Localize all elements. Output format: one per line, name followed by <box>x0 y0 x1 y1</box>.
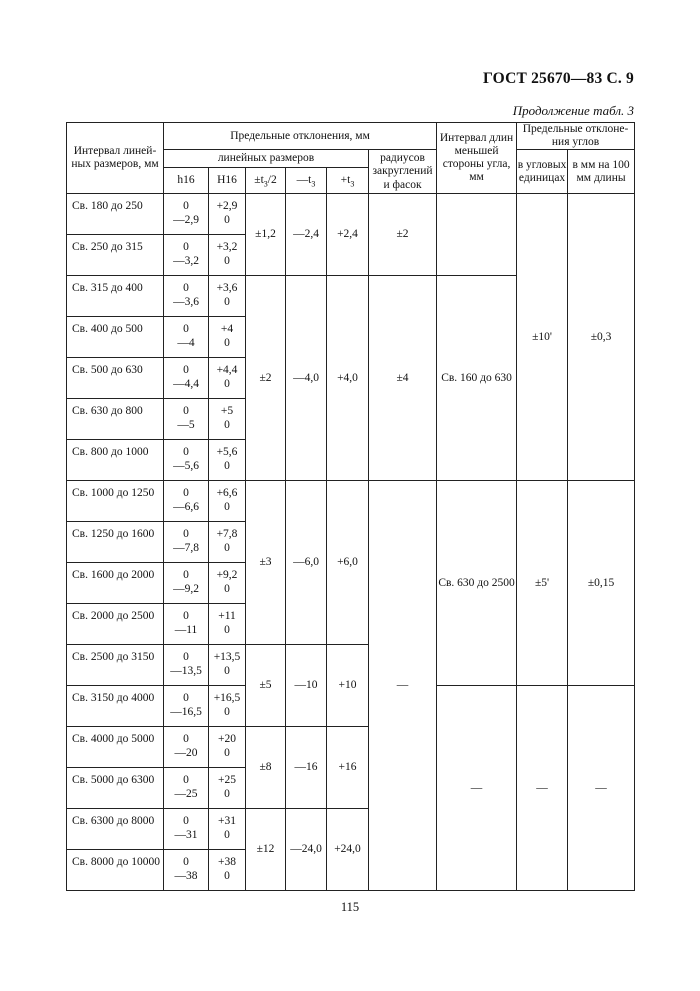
H16-deviation-cell-line: +13,5 <box>213 651 241 664</box>
h16-deviation-cell <box>164 563 209 604</box>
size-range-cell: Св. 4000 до 5000 <box>67 727 164 768</box>
size-range-cell: Св. 630 до 800 <box>67 399 164 440</box>
H16-deviation-cell-line: +6,6 <box>216 487 238 500</box>
H16-deviation-cell <box>209 194 246 235</box>
h16-deviation-cell-line: —7,8 <box>173 542 199 555</box>
size-range-cell: Св. 5000 до 6300 <box>67 768 164 809</box>
H16-deviation-cell-line: +25 <box>218 774 236 787</box>
h16-deviation-cell-line: —20 <box>174 747 198 760</box>
H16-deviation-cell-line: 0 <box>224 419 230 432</box>
H16-deviation-cell-line: 0 <box>224 296 230 309</box>
h16-deviation-cell-line: 0 <box>183 405 189 418</box>
size-range-cell: Св. 1600 до 2000 <box>67 563 164 604</box>
H16-deviation-cell <box>209 440 246 481</box>
h16-deviation-cell-line: —3,6 <box>173 296 199 309</box>
h16-deviation-cell <box>164 686 209 727</box>
H16-deviation-cell-line: 0 <box>224 337 230 350</box>
H16-deviation-cell <box>209 522 246 563</box>
angle-units-cell: ±10' <box>517 194 568 481</box>
size-range-cell: Св. 800 до 1000 <box>67 440 164 481</box>
h16-deviation-cell-line: 0 <box>183 692 189 705</box>
plus-t3-cell: +4,0 <box>327 276 369 481</box>
h16-deviation-cell-line: 0 <box>183 733 189 746</box>
size-range-cell: Св. 2500 до 3150 <box>67 645 164 686</box>
H16-deviation-cell-line: 0 <box>224 788 230 801</box>
h16-deviation-cell <box>164 809 209 850</box>
h16-deviation-cell-line: 0 <box>183 610 189 623</box>
H16-deviation-cell-line: 0 <box>224 870 230 883</box>
header-linear-sizes: линейных размеров <box>164 150 369 168</box>
h16-deviation-cell <box>164 850 209 891</box>
size-range-cell: Св. 500 до 630 <box>67 358 164 399</box>
H16-deviation-cell <box>209 235 246 276</box>
H16-deviation-cell-line: 0 <box>224 829 230 842</box>
H16-deviation-cell-line: +4,4 <box>216 364 238 377</box>
H16-deviation-cell-line: 0 <box>224 460 230 473</box>
plus-t3-cell: +16 <box>327 727 369 809</box>
page-number: 115 <box>340 900 360 914</box>
size-range-cell: Св. 1250 до 1600 <box>67 522 164 563</box>
header-t3-half: $\pm t_3/2$ <box>246 168 286 194</box>
plus-t3-cell: +6,0 <box>327 481 369 645</box>
H16-deviation-cell-line: 0 <box>224 255 230 268</box>
h16-deviation-cell-line: 0 <box>183 241 189 254</box>
h16-deviation-cell <box>164 358 209 399</box>
h16-deviation-cell <box>164 440 209 481</box>
H16-deviation-cell <box>209 686 246 727</box>
h16-deviation-cell-line: —5 <box>177 419 195 432</box>
t3-half-cell: ±8 <box>246 727 286 809</box>
H16-deviation-cell-line: 0 <box>224 501 230 514</box>
H16-deviation-cell-line: +2,9 <box>216 200 238 213</box>
h16-deviation-cell <box>164 481 209 522</box>
H16-deviation-cell-line: 0 <box>224 583 230 596</box>
size-range-cell: Св. 250 до 315 <box>67 235 164 276</box>
H16-deviation-cell <box>209 399 246 440</box>
H16-deviation-cell <box>209 604 246 645</box>
h16-deviation-cell <box>164 194 209 235</box>
h16-deviation-cell-line: 0 <box>183 487 189 500</box>
h16-deviation-cell <box>164 235 209 276</box>
H16-deviation-cell-line: 0 <box>224 665 230 678</box>
minus-t3-cell: —24,0 <box>286 809 327 891</box>
H16-deviation-cell <box>209 317 246 358</box>
table-body <box>67 194 635 891</box>
t3-half-cell: ±1,2 <box>246 194 286 276</box>
h16-deviation-cell-line: 0 <box>183 528 189 541</box>
minus-t3-cell: —6,0 <box>286 481 327 645</box>
angle-mm-cell: ±0,3 <box>568 194 635 481</box>
h16-deviation-cell-line: —4 <box>177 337 195 350</box>
h16-deviation-cell-line: 0 <box>183 856 189 869</box>
H16-deviation-cell <box>209 809 246 850</box>
h16-deviation-cell-line: —5,6 <box>173 460 199 473</box>
H16-deviation-cell-line: +5,6 <box>216 446 238 459</box>
h16-deviation-cell-line: 0 <box>183 364 189 377</box>
header-angle-deviations: Предельные отклоне-ния углов <box>517 123 635 150</box>
side-interval-cell <box>437 194 517 276</box>
size-range-cell: Св. 6300 до 8000 <box>67 809 164 850</box>
radii-deviation-cell: ±4 <box>369 276 437 481</box>
H16-deviation-cell-line: 0 <box>224 706 230 719</box>
document-header: ГОСТ 25670—83 С. 9 <box>482 70 634 87</box>
h16-deviation-cell-line: —25 <box>174 788 198 801</box>
t3-half-cell: ±2 <box>246 276 286 481</box>
H16-deviation-cell-line: +7,8 <box>216 528 238 541</box>
H16-deviation-cell <box>209 850 246 891</box>
size-range-cell: Св. 1000 до 1250 <box>67 481 164 522</box>
header-h16: h16 <box>164 168 209 194</box>
minus-t3-cell: —10 <box>286 645 327 727</box>
h16-deviation-cell-line: —3,2 <box>173 255 199 268</box>
H16-deviation-cell <box>209 481 246 522</box>
plus-t3-cell: +24,0 <box>327 809 369 891</box>
h16-deviation-cell-line: —9,2 <box>173 583 199 596</box>
h16-deviation-cell-line: —38 <box>174 870 198 883</box>
header-mm-per-100: в мм на 100 мм длины <box>568 150 635 194</box>
size-range-cell: Св. 315 до 400 <box>67 276 164 317</box>
H16-deviation-cell <box>209 727 246 768</box>
side-interval-cell: Св. 160 до 630 <box>437 276 517 481</box>
H16-deviation-cell-line: +9,2 <box>216 569 238 582</box>
H16-deviation-cell-line: 0 <box>224 747 230 760</box>
h16-deviation-cell <box>164 276 209 317</box>
H16-deviation-cell-line: 0 <box>224 214 230 227</box>
table-continuation-label: Продолжение табл. 3 <box>512 103 634 118</box>
table-row <box>67 194 635 235</box>
t3-half-cell: ±12 <box>246 809 286 891</box>
h16-deviation-cell <box>164 645 209 686</box>
h16-deviation-cell <box>164 727 209 768</box>
side-interval-cell: Св. 630 до 2500 <box>437 481 517 686</box>
size-range-cell: Св. 2000 до 2500 <box>67 604 164 645</box>
H16-deviation-cell <box>209 645 246 686</box>
H16-deviation-cell-line: +31 <box>218 815 236 828</box>
H16-deviation-cell-line: 0 <box>224 624 230 637</box>
H16-deviation-cell-line: +20 <box>218 733 236 746</box>
h16-deviation-cell <box>164 399 209 440</box>
H16-deviation-cell-line: +38 <box>218 856 236 869</box>
tolerance-table <box>66 122 635 891</box>
H16-deviation-cell-line: 0 <box>224 378 230 391</box>
plus-t3-cell: +2,4 <box>327 194 369 276</box>
h16-deviation-cell-line: 0 <box>183 282 189 295</box>
h16-deviation-cell-line: —31 <box>174 829 198 842</box>
angle-mm-cell: ±0,15 <box>568 481 635 686</box>
h16-deviation-cell-line: 0 <box>183 200 189 213</box>
size-range-cell: Св. 8000 до 10000 <box>67 850 164 891</box>
h16-deviation-cell-line: 0 <box>183 569 189 582</box>
radii-deviation-cell: ±2 <box>369 194 437 276</box>
size-range-cell: Св. 180 до 250 <box>67 194 164 235</box>
minus-t3-cell: —4,0 <box>286 276 327 481</box>
h16-deviation-cell-line: —2,9 <box>173 214 199 227</box>
h16-deviation-cell-line: —6,6 <box>173 501 199 514</box>
header-minus-t3: $—t_3$ <box>286 168 327 194</box>
header-H16: H16 <box>209 168 246 194</box>
h16-deviation-cell-line: 0 <box>183 323 189 336</box>
h16-deviation-cell-line: —16,5 <box>170 706 202 719</box>
h16-deviation-cell-line: 0 <box>183 446 189 459</box>
h16-deviation-cell-line: 0 <box>183 774 189 787</box>
header-plus-t3: $+t_3$ <box>327 168 369 194</box>
H16-deviation-cell <box>209 768 246 809</box>
table-row <box>67 481 635 522</box>
H16-deviation-cell <box>209 276 246 317</box>
H16-deviation-cell-line: +11 <box>218 610 236 623</box>
H16-deviation-cell-line: 0 <box>224 542 230 555</box>
radii-deviation-cell: — <box>369 481 437 891</box>
t3-half-cell: ±5 <box>246 645 286 727</box>
t3-half-cell: ±3 <box>246 481 286 645</box>
H16-deviation-cell-line: +4 <box>220 323 234 336</box>
h16-deviation-cell-line: 0 <box>183 651 189 664</box>
angle-units-cell: ±5' <box>517 481 568 686</box>
header-side-interval: Интервал длин меньшей стороны угла, мм <box>437 123 517 194</box>
header-angular-units: в угловых единицах <box>517 150 568 194</box>
h16-deviation-cell-line: 0 <box>183 815 189 828</box>
angle-units-cell: — <box>517 686 568 891</box>
side-interval-cell: — <box>437 686 517 891</box>
plus-t3-cell: +10 <box>327 645 369 727</box>
minus-t3-cell: —16 <box>286 727 327 809</box>
H16-deviation-cell <box>209 358 246 399</box>
header-interval-linear: Интервал линей-ных размеров, мм <box>67 123 164 194</box>
H16-deviation-cell-line: +3,2 <box>216 241 238 254</box>
header-radii: радиусов закруглений и фасок <box>369 150 437 194</box>
minus-t3-cell: —2,4 <box>286 194 327 276</box>
h16-deviation-cell <box>164 604 209 645</box>
h16-deviation-cell-line: —11 <box>174 624 198 637</box>
h16-deviation-cell <box>164 317 209 358</box>
h16-deviation-cell <box>164 768 209 809</box>
angle-mm-cell: — <box>568 686 635 891</box>
H16-deviation-cell-line: +16,5 <box>213 692 241 705</box>
header-limit-deviations: Предельные отклонения, мм <box>164 123 437 150</box>
h16-deviation-cell-line: —13,5 <box>170 665 202 678</box>
size-range-cell: Св. 3150 до 4000 <box>67 686 164 727</box>
H16-deviation-cell-line: +5 <box>220 405 234 418</box>
H16-deviation-cell <box>209 563 246 604</box>
H16-deviation-cell-line: +3,6 <box>216 282 238 295</box>
h16-deviation-cell-line: —4,4 <box>173 378 199 391</box>
h16-deviation-cell <box>164 522 209 563</box>
size-range-cell: Св. 400 до 500 <box>67 317 164 358</box>
